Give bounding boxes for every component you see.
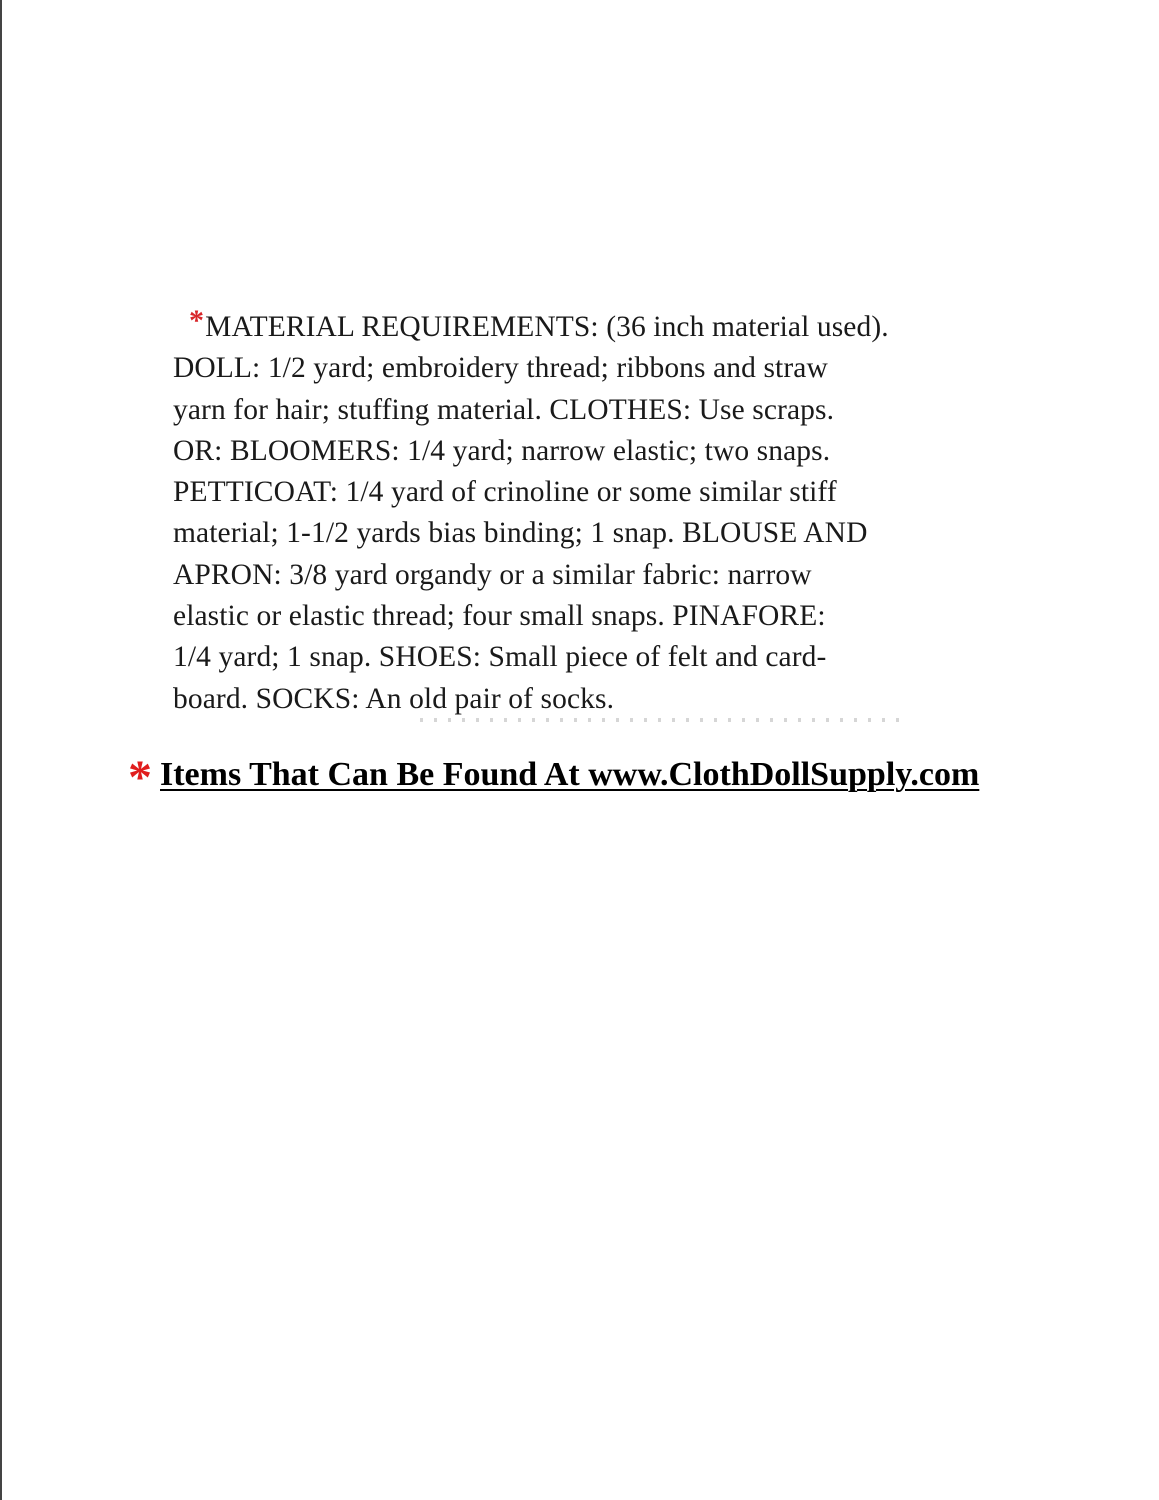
page-edge (0, 0, 2, 1500)
requirements-line-2: DOLL: 1/2 yard; embroidery thread; ribbons and straw (173, 352, 828, 385)
requirements-line-text: MATERIAL REQUIREMENTS: (36 inch material used). (205, 311, 889, 343)
scan-residue-marks (420, 718, 910, 722)
footer-note (128, 742, 980, 804)
requirements-line-8: elastic or elastic thread; four small snaps. PINAFORE: (173, 600, 826, 633)
requirements-line-6: material; 1-1/2 yards bias binding; 1 snap. BLOUSE AND (173, 517, 868, 550)
requirements-line-5: PETTICOAT: 1/4 yard of crinoline or some similar stiff (173, 476, 837, 509)
supplier-link[interactable]: Items That Can Be Found At www.ClothDollSupply.com (160, 756, 980, 793)
asterisk-icon: * (128, 751, 152, 804)
material-requirements (173, 306, 1073, 720)
requirements-line-7: APRON: 3/8 yard organdy or a similar fabric: narrow (173, 558, 812, 591)
requirements-line-4: OR: BLOOMERS: 1/4 yard; narrow elastic; two snaps. (173, 434, 831, 467)
requirements-line-3: yarn for hair; stuffing material. CLOTHES: Use scraps. (173, 393, 835, 426)
requirements-line-9: 1/4 yard; 1 snap. SHOES: Small piece of felt and card- (173, 641, 827, 674)
requirements-line-10: board. SOCKS: An old pair of socks. (173, 682, 615, 715)
requirements-line-1 (173, 306, 1073, 348)
asterisk-icon: * (189, 304, 205, 337)
